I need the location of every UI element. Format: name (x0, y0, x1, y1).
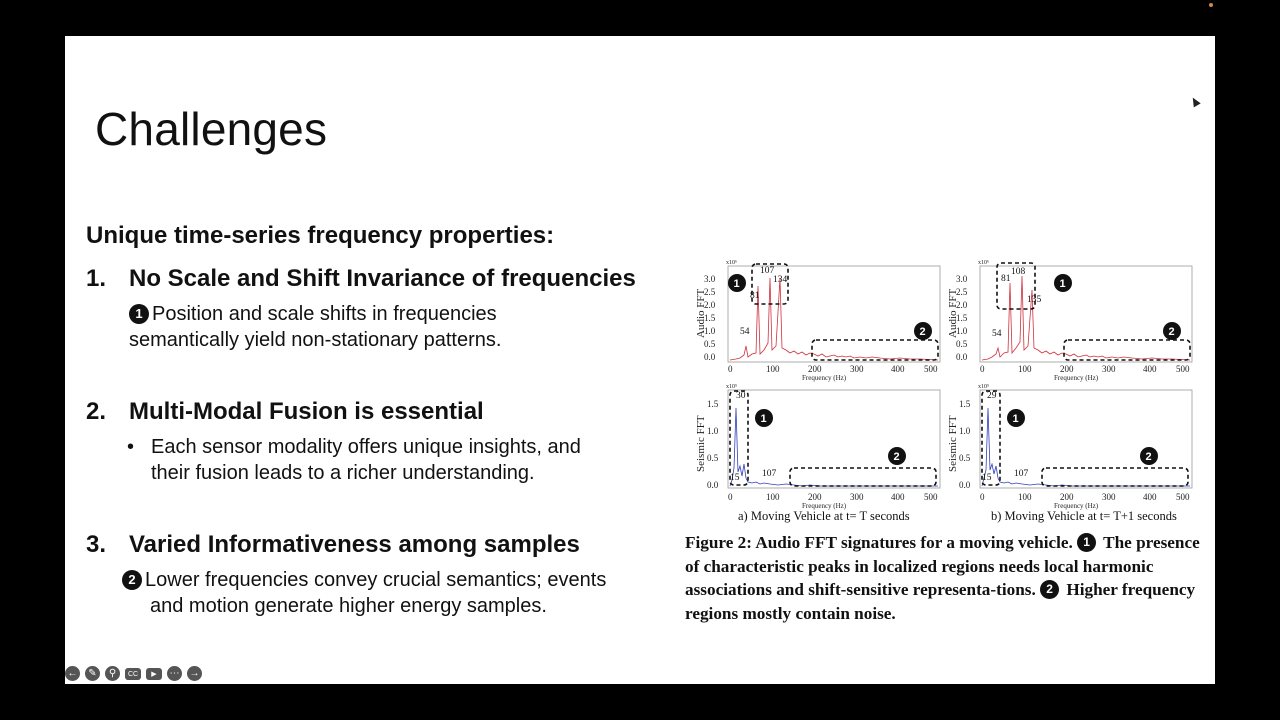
item-number: 1. (86, 265, 107, 292)
x-tick: 200 (808, 492, 822, 502)
callout-1-label: 1 (1012, 413, 1019, 425)
y-tick: 0.0 (959, 480, 971, 490)
panel-audio-t (695, 260, 940, 382)
y-tick: 0.5 (707, 453, 719, 463)
x-axis-label: Frequency (Hz) (1054, 374, 1099, 382)
y-tick: 0.5 (956, 339, 968, 349)
subcaption-a: a) Moving Vehicle at t= T seconds (738, 509, 910, 523)
y-tick: 2.5 (704, 287, 716, 297)
y-axis-label: Seismic FFT (695, 415, 707, 472)
x-tick: 0 (980, 364, 985, 374)
desc-line-2: their fusion leads to a richer understanding. (151, 462, 535, 484)
y-axis-label: Seismic FFT (947, 415, 959, 472)
callout-2-label: 2 (919, 326, 926, 338)
callout-2-label: 2 (1145, 451, 1152, 463)
y-tick: 2.0 (956, 300, 968, 310)
peak-label: 134 (773, 275, 788, 285)
panel-seismic-t (695, 384, 940, 510)
subcaption-b: b) Moving Vehicle at t= T+1 seconds (991, 509, 1177, 523)
x-tick: 500 (1176, 364, 1190, 374)
x-axis-label: Frequency (Hz) (1054, 502, 1099, 510)
y-tick: 1.5 (704, 313, 716, 323)
item-title: Multi-Modal Fusion is essential (129, 398, 484, 425)
x-tick: 0 (728, 492, 733, 502)
x-axis-label: Frequency (Hz) (802, 502, 847, 510)
x-tick: 200 (808, 364, 822, 374)
peak-label: 135 (1027, 295, 1042, 305)
callout-1-label: 1 (760, 413, 767, 425)
slide-title: Challenges (95, 103, 328, 155)
y-tick: 1.5 (956, 313, 968, 323)
item-3-heading (86, 531, 580, 559)
x-tick: 200 (1060, 364, 1074, 374)
video-icon[interactable]: ▶ (146, 668, 162, 680)
exponent-label: x10⁵ (726, 384, 738, 390)
y-tick: 0.5 (704, 339, 716, 349)
y-tick: 1.5 (707, 399, 719, 409)
x-tick: 0 (980, 492, 985, 502)
caption-part-2: The presence of characteristic peaks in localized regions needs local harmonic associations and shift-sensitive representa-tions. (685, 533, 1200, 599)
peak-label: 108 (1011, 267, 1026, 277)
y-axis-label: Audio FFT (695, 288, 707, 338)
y-tick: 2.5 (956, 287, 968, 297)
exponent-label: x10⁶ (978, 260, 990, 266)
peak-label: 30 (736, 391, 746, 401)
y-tick: 3.0 (956, 274, 968, 284)
peak-label: 15 (982, 473, 992, 483)
pen-icon[interactable]: ✎ (85, 666, 100, 681)
y-tick: 0.0 (956, 352, 968, 362)
desc-line-1: Lower frequencies convey crucial semantics; events (145, 569, 607, 591)
x-tick: 500 (1176, 492, 1190, 502)
bullet-icon: • (127, 436, 135, 458)
y-tick: 1.0 (956, 326, 968, 336)
callout-2-label: 2 (893, 451, 900, 463)
peak-label: 107 (1014, 469, 1029, 479)
x-tick: 200 (1060, 492, 1074, 502)
x-tick: 400 (1143, 364, 1157, 374)
x-tick: 100 (766, 364, 780, 374)
recording-indicator (1209, 3, 1213, 7)
peak-label: 81 (1001, 274, 1011, 284)
callout-1-label: 1 (733, 278, 740, 290)
circled-2-icon: 2 (1040, 580, 1059, 599)
x-tick: 400 (891, 492, 905, 502)
item-3-description (122, 567, 606, 619)
circled-1-icon: 1 (1077, 533, 1096, 552)
y-axis-label: Audio FFT (947, 288, 959, 338)
caption-part-1: Figure 2: Audio FFT signatures for a moving vehicle. (685, 533, 1073, 552)
presentation-toolbar (65, 666, 202, 682)
x-tick: 100 (1018, 364, 1032, 374)
y-tick: 2.0 (704, 300, 716, 310)
peak-label: 54 (740, 327, 750, 337)
desc-line-2: semantically yield non-stationary patterns. (129, 329, 502, 351)
item-number: 3. (86, 531, 107, 558)
circled-1-icon: 1 (129, 304, 149, 324)
y-tick: 0.5 (959, 453, 971, 463)
item-1-description (129, 301, 501, 353)
desc-line-1: Position and scale shifts in frequencies (152, 303, 497, 325)
item-title: Varied Informativeness among samples (129, 531, 580, 558)
callout-1-label: 1 (1059, 278, 1066, 290)
x-tick: 500 (924, 492, 938, 502)
figure-caption (685, 531, 1210, 625)
y-tick: 1.0 (959, 426, 971, 436)
item-1-heading (86, 265, 636, 293)
desc-line-1: Each sensor modality offers unique insights, and (151, 436, 581, 458)
peak-label: 29 (987, 391, 997, 401)
x-tick: 400 (891, 364, 905, 374)
panel-audio-t1 (947, 260, 1192, 382)
x-tick: 300 (850, 364, 864, 374)
item-2-description (127, 434, 581, 486)
y-tick: 3.0 (704, 274, 716, 284)
x-tick: 300 (850, 492, 864, 502)
item-title: No Scale and Shift Invariance of frequencies (129, 265, 636, 292)
x-tick: 300 (1102, 364, 1116, 374)
fft-figure (690, 258, 1205, 523)
y-tick: 0.0 (704, 352, 716, 362)
x-tick: 300 (1102, 492, 1116, 502)
peak-label: 15 (730, 473, 740, 483)
captions-icon[interactable]: CC (125, 668, 141, 680)
slide (65, 36, 1215, 684)
more-icon[interactable]: ⋯ (167, 666, 182, 681)
peak-label: 107 (760, 266, 775, 276)
peak-label: 107 (762, 469, 777, 479)
y-tick: 1.0 (704, 326, 716, 336)
item-2-heading (86, 398, 484, 426)
circled-2-icon: 2 (122, 570, 142, 590)
subheading: Unique time-series frequency properties: (86, 222, 555, 249)
back-icon[interactable]: ← (65, 666, 80, 681)
callout-2-label: 2 (1168, 326, 1175, 338)
zoom-icon[interactable]: ⚲ (105, 666, 120, 681)
x-tick: 100 (766, 492, 780, 502)
item-number: 2. (86, 398, 107, 425)
x-tick: 500 (924, 364, 938, 374)
desc-line-2: and motion generate higher energy samples. (150, 595, 547, 617)
caption-part-3: Higher frequency regions mostly contain noise. (685, 580, 1196, 623)
peak-label: 54 (992, 329, 1002, 339)
y-tick: 0.0 (707, 480, 719, 490)
x-axis-label: Frequency (Hz) (802, 374, 847, 382)
peak-label: 81 (750, 291, 760, 301)
y-tick: 1.0 (707, 426, 719, 436)
x-tick: 0 (728, 364, 733, 374)
forward-icon[interactable]: → (187, 666, 202, 681)
y-tick: 1.5 (959, 399, 971, 409)
exponent-label: x10⁵ (978, 384, 990, 390)
exponent-label: x10⁶ (726, 260, 738, 266)
panel-seismic-t1 (947, 384, 1192, 510)
x-tick: 100 (1018, 492, 1032, 502)
x-tick: 400 (1143, 492, 1157, 502)
